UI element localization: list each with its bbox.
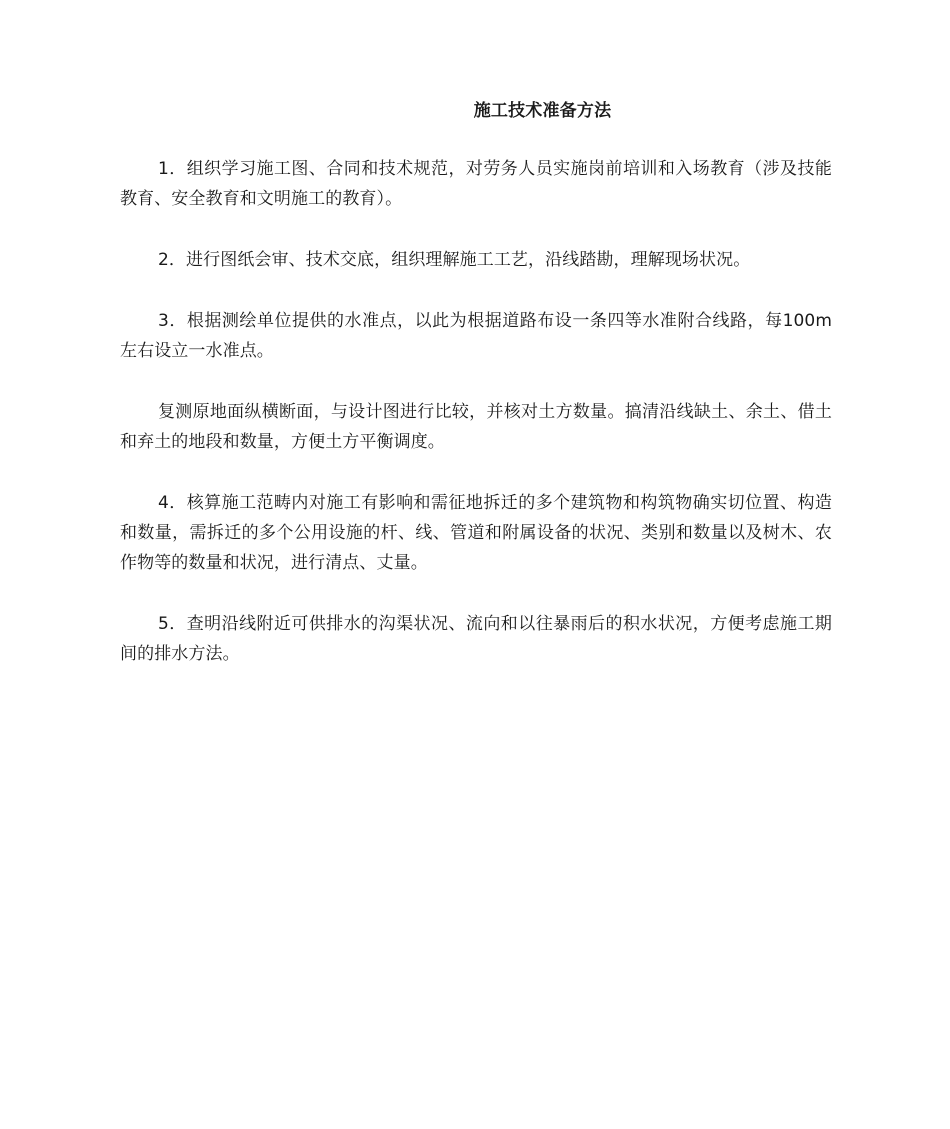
paragraph-item-4: 4．核算施工范畴内对施工有影响和需征地拆迁的多个建筑物和构筑物确实切位置、构造和数量，需拆迁的多个公用设施的杆、线、管道和附属设备的状况、类别和数量以及树木、农作物等的数量和状况，进行清点、丈量。 bbox=[120, 493, 832, 573]
paragraph-item-2: 2．进行图纸会审、技术交底，组织理解施工工艺，沿线踏勘，理解现场状况。 bbox=[158, 250, 751, 270]
paragraph-item-5: 5．查明沿线附近可供排水的沟渠状况、流向和以往暴雨后的积水状况，方便考虑施工期间的排水方法。 bbox=[120, 614, 832, 664]
document-body bbox=[120, 154, 832, 700]
paragraph-item-3: 3．根据测绘单位提供的水准点，以此为根据道路布设一条四等水准附合线路，每100m 左右设立一水准点。 bbox=[120, 311, 832, 361]
page-title: 施工技术准备方法 bbox=[473, 101, 612, 121]
paragraph-item-1: 1．组织学习施工图、合同和技术规范，对劳务人员实施岗前培训和入场教育（涉及技能教育、安全教育和文明施工的教育）。 bbox=[120, 159, 832, 209]
paragraph-item-3-continued: 复测原地面纵横断面，与设计图进行比较，并核对土方数量。搞清沿线缺土、余土、借土和弃土的地段和数量，方便土方平衡调度。 bbox=[120, 402, 832, 452]
